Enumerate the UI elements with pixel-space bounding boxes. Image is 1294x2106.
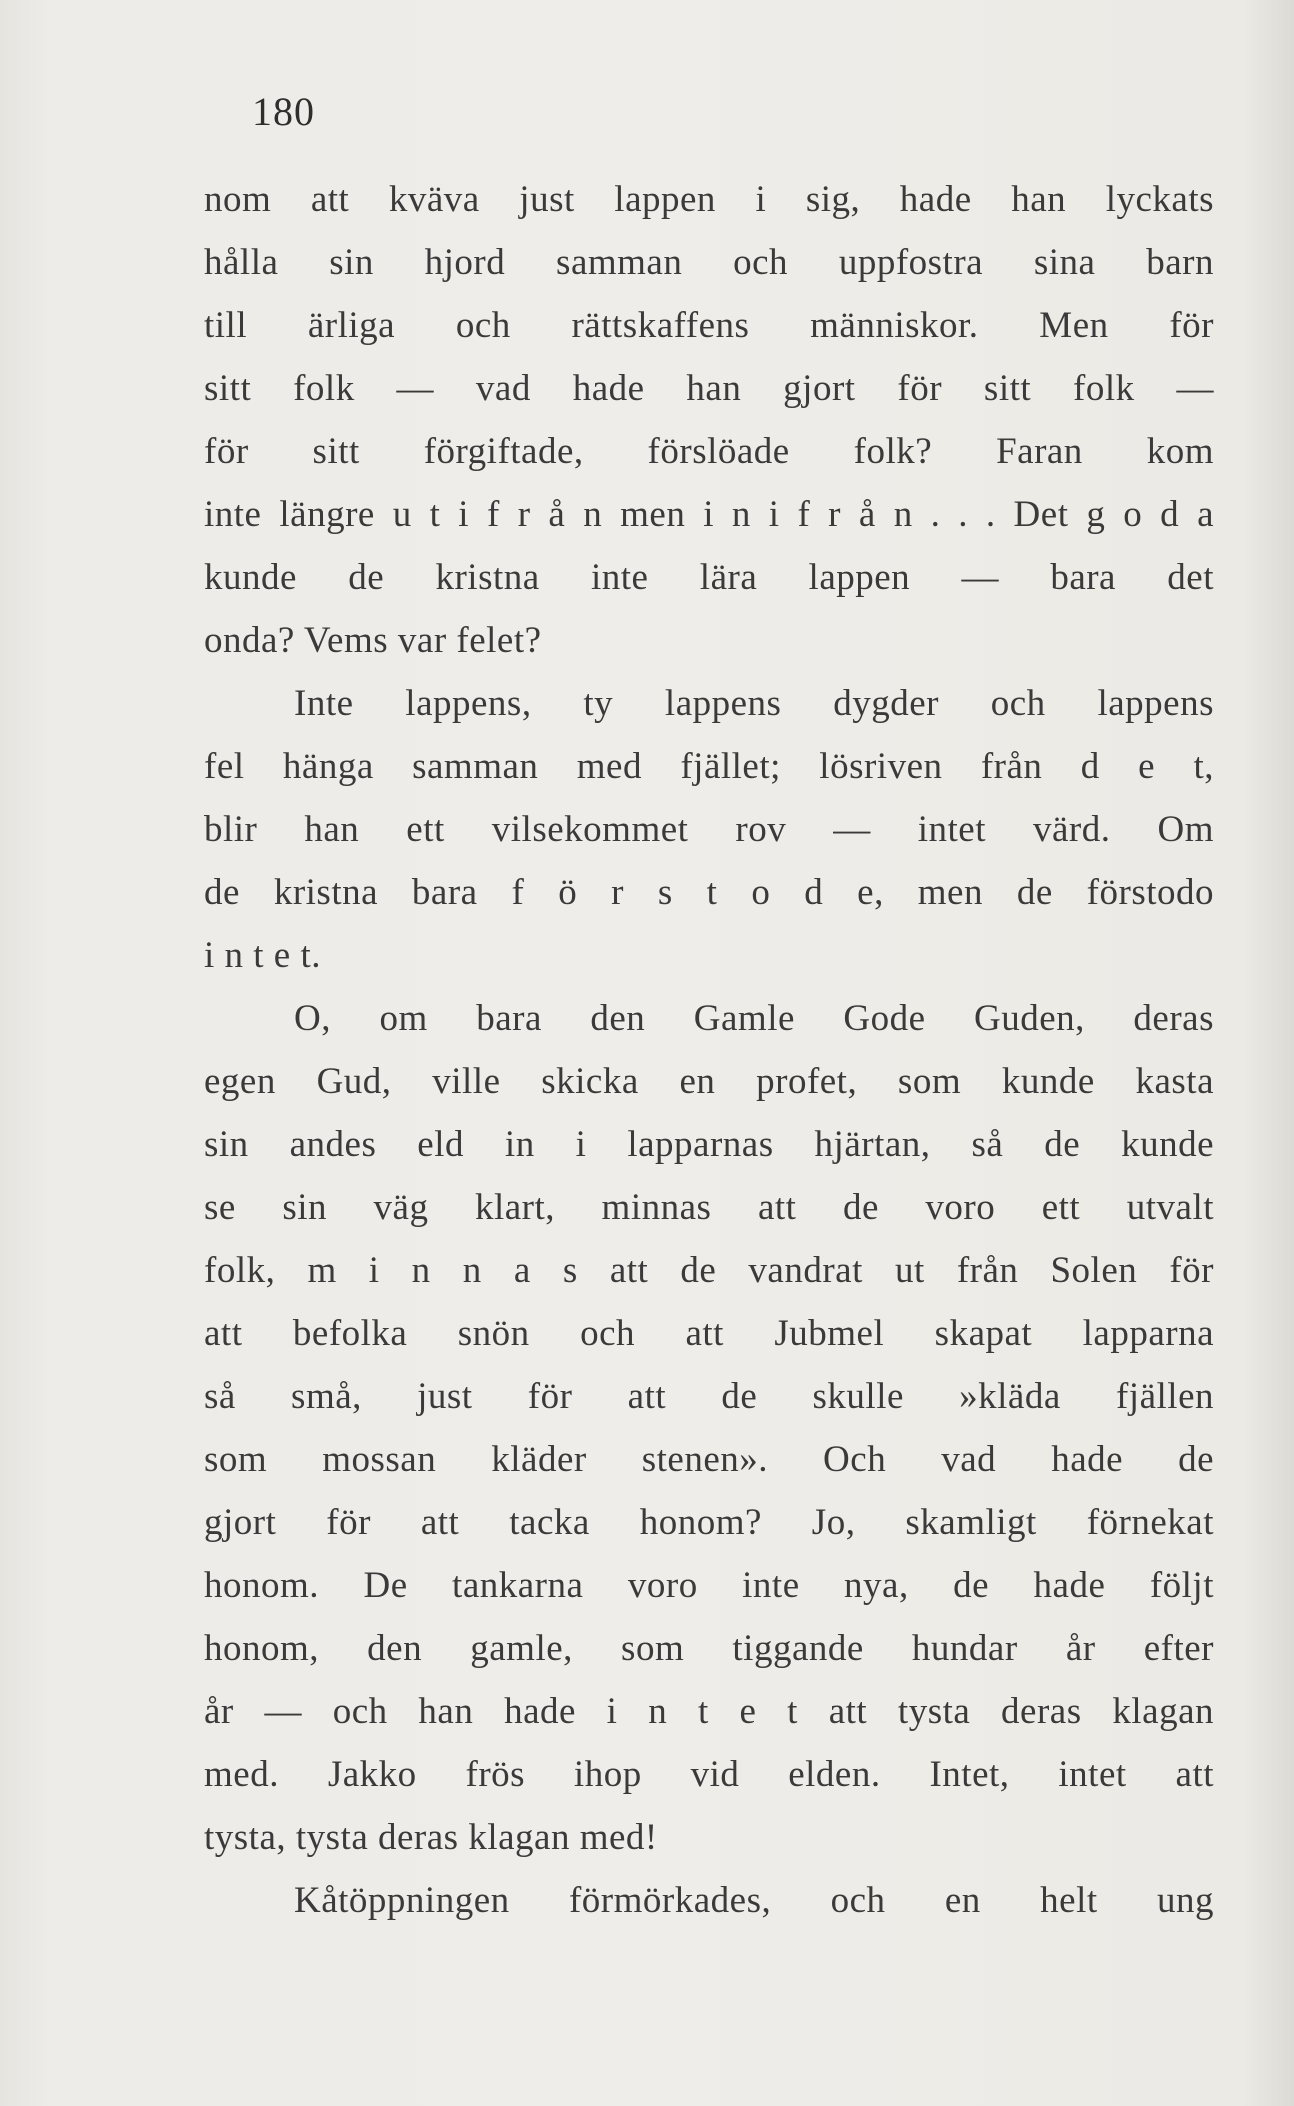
text-line: som mossan kläder stenen». Och vad hade de <box>204 1439 1214 1480</box>
text-line: sitt folk — vad hade han gjort för sitt folk — <box>204 368 1214 409</box>
text-line: honom, den gamle, som tiggande hundar år efter <box>204 1628 1214 1669</box>
text-line: fel hänga samman med fjället; lösriven från d e t, <box>204 746 1214 787</box>
text-line: så små, just för att de skulle »kläda fjällen <box>204 1376 1214 1417</box>
text-line: i n t e t. <box>204 935 322 976</box>
text-line: honom. De tankarna voro inte nya, de hade följt <box>204 1565 1214 1606</box>
text-line: hålla sin hjord samman och uppfostra sina barn <box>204 242 1214 283</box>
text-line: Inte lappens, ty lappens dygder och lappens <box>294 683 1214 724</box>
text-line: de kristna bara f ö r s t o d e, men de förstodo <box>204 872 1214 913</box>
text-line: folk, m i n n a s att de vandrat ut från Solen för <box>204 1250 1214 1291</box>
text-line: onda? Vems var felet? <box>204 620 542 661</box>
text-line: sin andes eld in i lapparnas hjärtan, så de kunde <box>204 1124 1214 1165</box>
body-text <box>204 168 1214 1932</box>
text-line: tysta, tysta deras klagan med! <box>204 1817 658 1858</box>
page-number: 180 <box>252 89 315 134</box>
text-line: år — och han hade i n t e t att tysta deras klagan <box>204 1691 1214 1732</box>
text-line: Kåtöppningen förmörkades, och en helt ung <box>294 1880 1214 1921</box>
text-line: inte längre u t i f r å n men i n i f r å n . . . Det g o d a <box>204 494 1214 535</box>
text-line: nom att kväva just lappen i sig, hade han lyckats <box>204 179 1214 220</box>
text-line: kunde de kristna inte lära lappen — bara det <box>204 557 1214 598</box>
text-line: se sin väg klart, minnas att de voro ett utvalt <box>204 1187 1214 1228</box>
text-line: för sitt förgiftade, förslöade folk? Faran kom <box>204 431 1214 472</box>
text-line: med. Jakko frös ihop vid elden. Intet, intet att <box>204 1754 1214 1795</box>
text-line: egen Gud, ville skicka en profet, som kunde kasta <box>204 1061 1214 1102</box>
text-line: att befolka snön och att Jubmel skapat lapparna <box>204 1313 1214 1354</box>
text-line: O, om bara den Gamle Gode Guden, deras <box>294 998 1214 1039</box>
text-line: till ärliga och rättskaffens människor. Men för <box>204 305 1214 346</box>
text-line: blir han ett vilsekommet rov — intet värd. Om <box>204 809 1214 850</box>
text-line: gjort för att tacka honom? Jo, skamligt förnekat <box>204 1502 1214 1543</box>
